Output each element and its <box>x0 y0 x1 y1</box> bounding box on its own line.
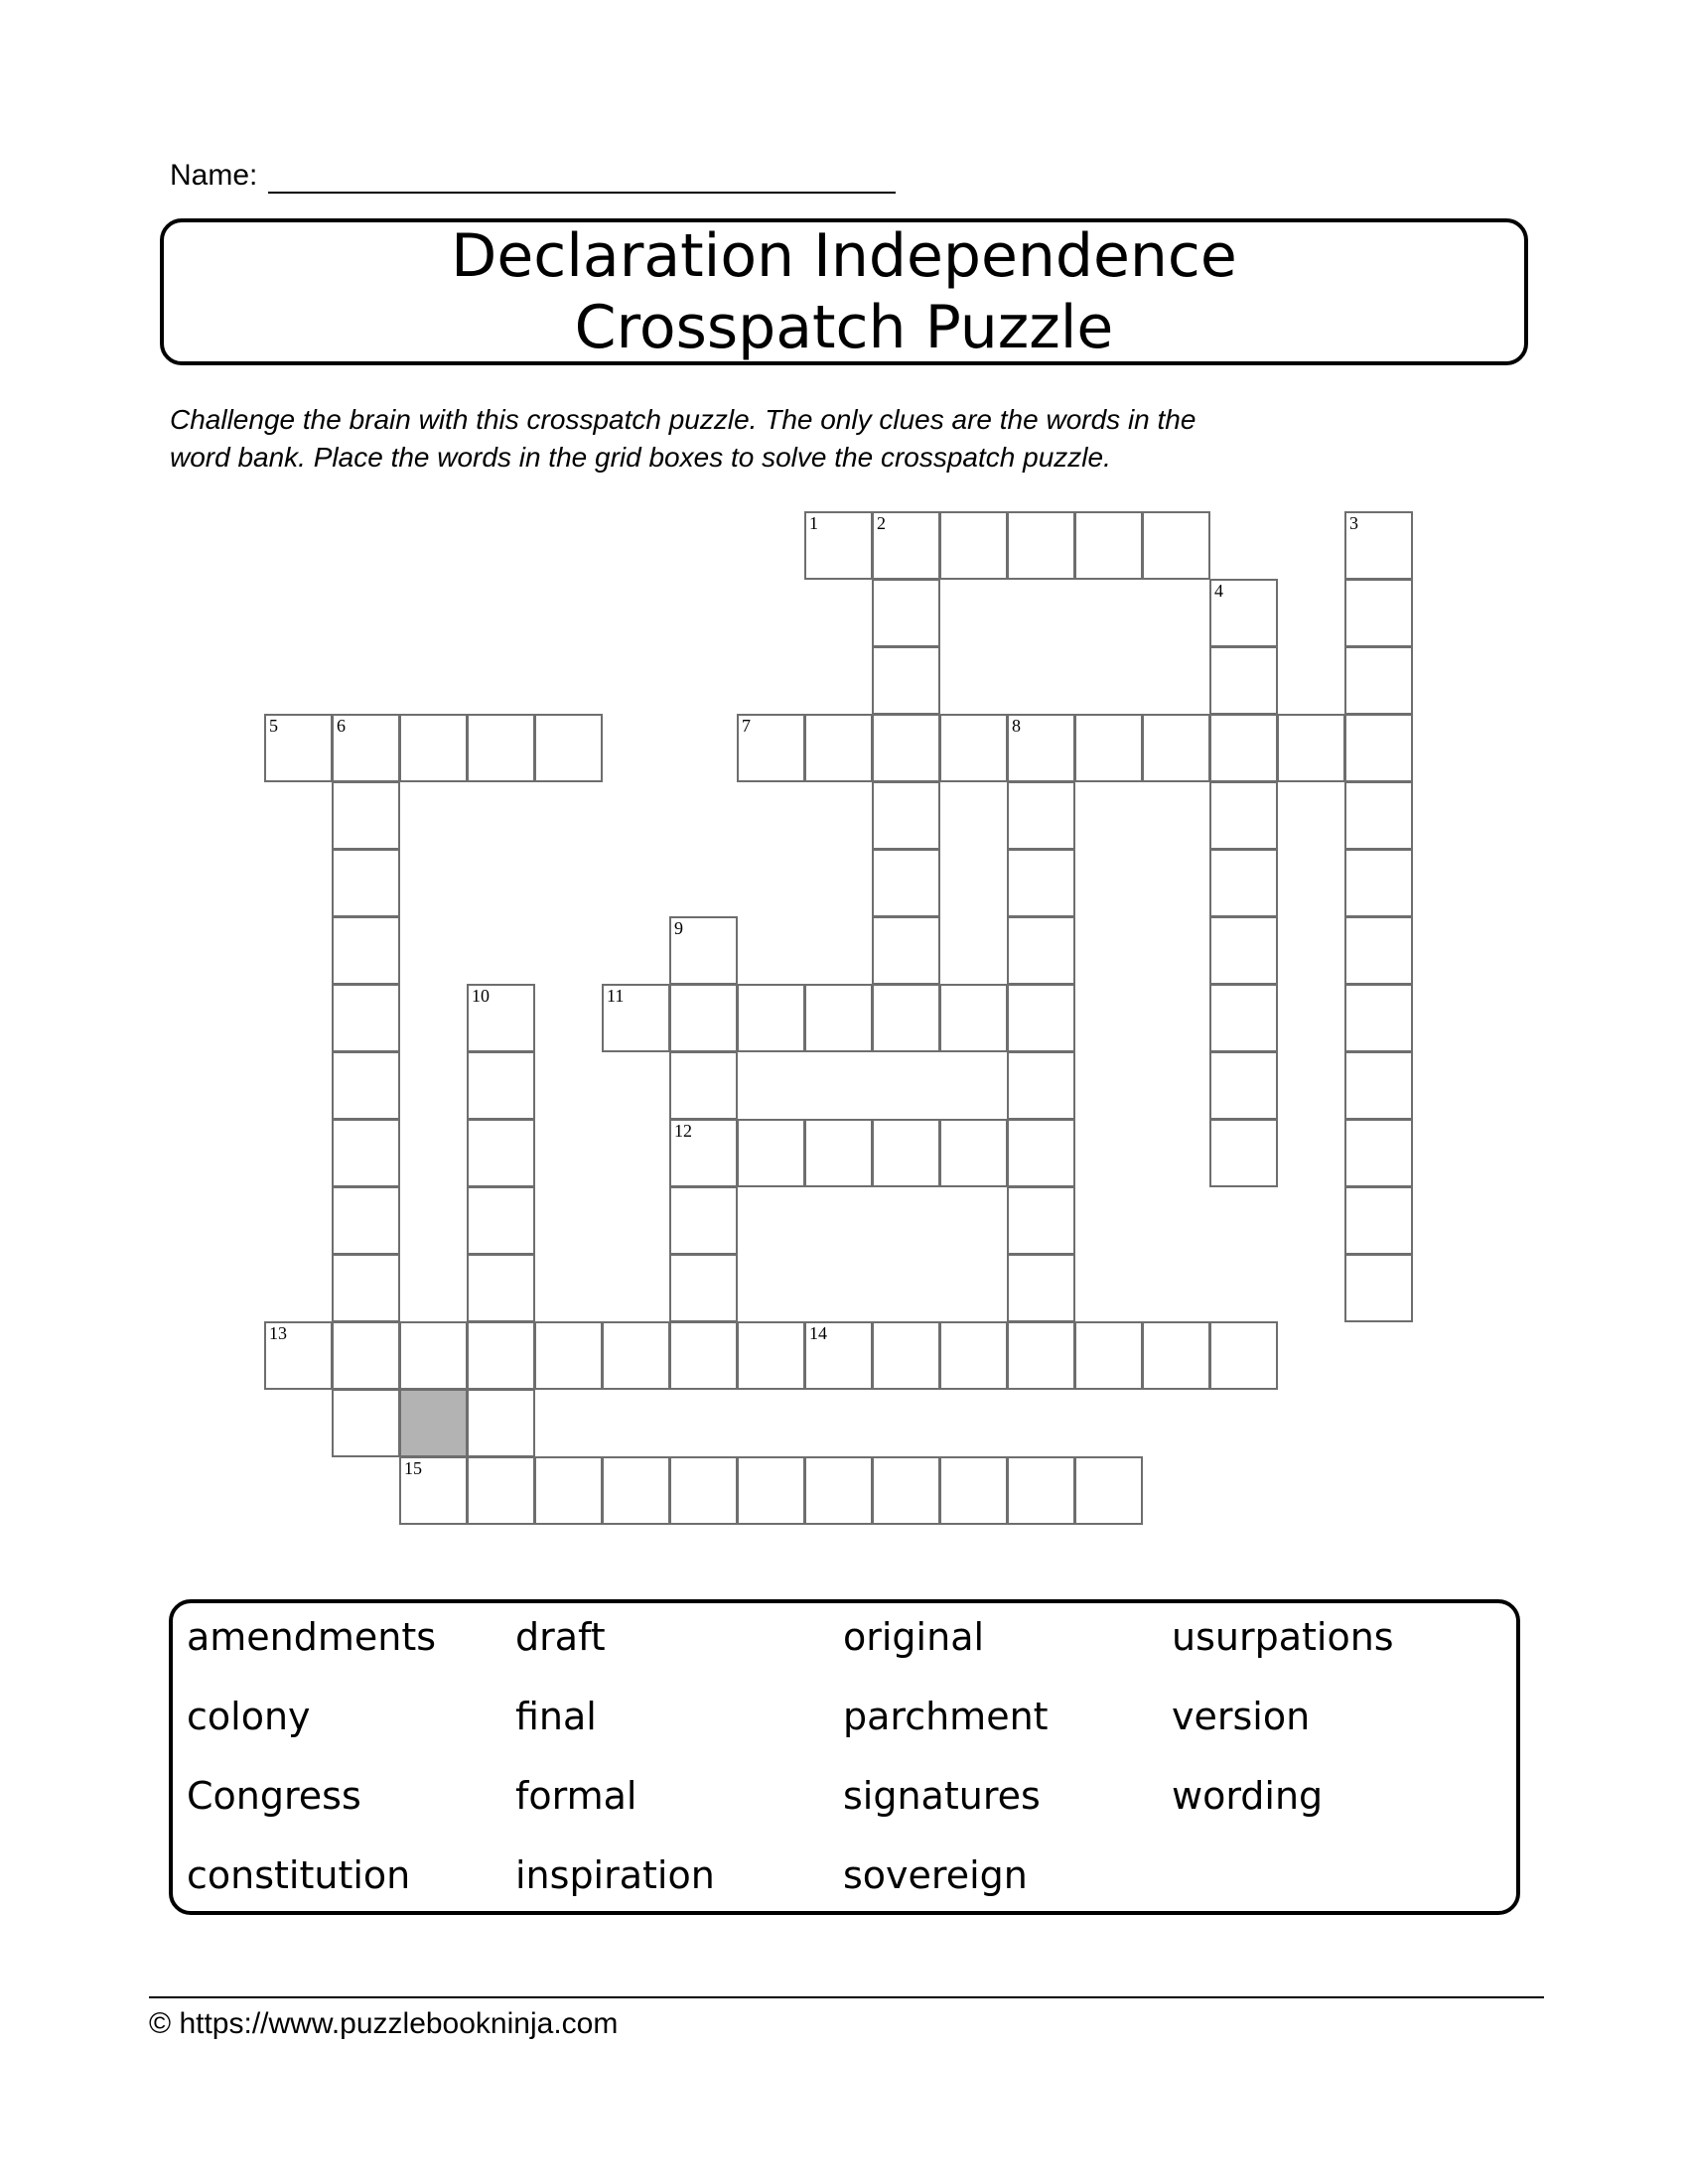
grid-cell[interactable] <box>669 916 738 985</box>
grid-cell[interactable] <box>669 1186 738 1255</box>
grid-cell[interactable] <box>332 714 400 782</box>
name-label: Name: <box>170 159 258 192</box>
grid-cell[interactable] <box>872 781 940 850</box>
grid-cell[interactable] <box>804 1456 873 1525</box>
grid-cell[interactable] <box>534 714 603 782</box>
grid-cell[interactable] <box>737 1321 805 1390</box>
grid-cell[interactable] <box>1007 714 1075 782</box>
grid-cell[interactable] <box>939 1456 1008 1525</box>
word-bank-item: signatures <box>843 1774 1041 1818</box>
grid-cell[interactable] <box>872 714 940 782</box>
grid-cell[interactable] <box>467 1051 535 1120</box>
clue-number: 10 <box>472 986 490 1006</box>
grid-cell[interactable] <box>804 1119 873 1187</box>
grid-cell[interactable] <box>332 1186 400 1255</box>
grid-cell[interactable] <box>332 1321 400 1390</box>
grid-cell[interactable] <box>602 984 670 1052</box>
grid-cell[interactable] <box>332 1051 400 1120</box>
grid-cell[interactable] <box>332 984 400 1052</box>
title-line-1: Declaration Independence <box>451 221 1237 291</box>
grid-cell[interactable] <box>737 1119 805 1187</box>
grid-cell[interactable] <box>1344 781 1413 850</box>
grid-cell[interactable] <box>1344 579 1413 647</box>
grid-cell[interactable] <box>804 1321 873 1390</box>
grid-cell[interactable] <box>1007 511 1075 580</box>
grid-cell[interactable] <box>1209 1119 1278 1187</box>
grid-cell[interactable] <box>399 1456 468 1525</box>
word-bank-item: usurpations <box>1172 1615 1394 1659</box>
grid-cell[interactable] <box>332 916 400 985</box>
grid-cell[interactable] <box>872 579 940 647</box>
grid-cell[interactable] <box>872 1119 940 1187</box>
grid-cell[interactable] <box>1209 849 1278 917</box>
grid-cell[interactable] <box>1074 511 1143 580</box>
grid-cell[interactable] <box>1007 1051 1075 1120</box>
clue-number: 12 <box>674 1121 692 1141</box>
grid-cell[interactable] <box>1007 1456 1075 1525</box>
instructions-line-2: word bank. Place the words in the grid boxes to solve the crosspatch puzzle. <box>170 442 1111 473</box>
grid-cell[interactable] <box>467 1119 535 1187</box>
grid-cell[interactable] <box>1209 646 1278 715</box>
grid-cell[interactable] <box>467 1321 535 1390</box>
clue-number: 6 <box>337 716 346 736</box>
grid-cell[interactable] <box>1344 511 1413 580</box>
footer-divider <box>149 1996 1544 1998</box>
grid-cell[interactable] <box>872 1321 940 1390</box>
instructions-line-1: Challenge the brain with this crosspatch puzzle. The only clues are the words in the <box>170 404 1196 435</box>
grid-cell[interactable] <box>737 984 805 1052</box>
grid-cell[interactable] <box>1344 1254 1413 1322</box>
grid-cell[interactable] <box>737 714 805 782</box>
grid-cell[interactable] <box>872 646 940 715</box>
clue-number: 11 <box>607 986 625 1006</box>
grid-cell[interactable] <box>939 984 1008 1052</box>
grid-cell[interactable] <box>1142 714 1210 782</box>
grid-cell[interactable] <box>1344 1119 1413 1187</box>
grid-cell[interactable] <box>669 984 738 1052</box>
grid-cell[interactable] <box>1277 714 1345 782</box>
clue-number: 13 <box>269 1323 287 1343</box>
grid-cell[interactable] <box>1007 1186 1075 1255</box>
grid-cell[interactable] <box>332 1254 400 1322</box>
word-bank-item: parchment <box>843 1695 1049 1738</box>
grid-cell[interactable] <box>467 1456 535 1525</box>
grid-cell[interactable] <box>1344 916 1413 985</box>
title-line-2: Crosspatch Puzzle <box>574 293 1114 362</box>
clue-number: 9 <box>674 918 683 938</box>
word-bank-item: final <box>515 1695 597 1738</box>
grid-cell[interactable] <box>1007 984 1075 1052</box>
grid-cell[interactable] <box>1074 714 1143 782</box>
grid-cell[interactable] <box>939 1119 1008 1187</box>
word-bank-item: formal <box>515 1774 637 1818</box>
grid-cell[interactable] <box>1007 1119 1075 1187</box>
grid-cell[interactable] <box>467 1254 535 1322</box>
grid-cell[interactable] <box>804 511 873 580</box>
grid-cell[interactable] <box>1007 781 1075 850</box>
grid-cell[interactable] <box>1209 714 1278 782</box>
grid-cell[interactable] <box>264 714 333 782</box>
grid-cell[interactable] <box>534 1456 603 1525</box>
grid-cell[interactable] <box>467 714 535 782</box>
grid-cell[interactable] <box>804 714 873 782</box>
word-bank-item: draft <box>515 1615 606 1659</box>
grid-cell[interactable] <box>1344 646 1413 715</box>
grid-cell[interactable] <box>1209 1051 1278 1120</box>
clue-number: 4 <box>1214 581 1223 601</box>
grid-cell[interactable] <box>467 1389 535 1457</box>
grid-cell[interactable] <box>737 1456 805 1525</box>
grid-cell[interactable] <box>1209 1321 1278 1390</box>
grid-cell[interactable] <box>1344 1186 1413 1255</box>
grid-cell[interactable] <box>332 781 400 850</box>
word-bank-item: amendments <box>187 1615 437 1659</box>
grid-cell[interactable] <box>1344 849 1413 917</box>
word-bank-item: sovereign <box>843 1853 1028 1897</box>
grid-cell[interactable] <box>1209 916 1278 985</box>
grid-cell[interactable] <box>332 849 400 917</box>
grid-cell[interactable] <box>939 1321 1008 1390</box>
clue-number: 15 <box>404 1458 422 1478</box>
grid-cell[interactable] <box>1007 1254 1075 1322</box>
grid-cell[interactable] <box>264 1321 333 1390</box>
grid-cell[interactable] <box>669 1456 738 1525</box>
grid-cell[interactable] <box>1209 984 1278 1052</box>
grid-cell[interactable] <box>1344 714 1413 782</box>
grid-cell[interactable] <box>1074 1456 1143 1525</box>
word-bank <box>169 1599 1520 1915</box>
grid-cell[interactable] <box>1209 579 1278 647</box>
grid-cell[interactable] <box>1142 511 1210 580</box>
grid-cell[interactable] <box>332 1389 400 1457</box>
grid-cell[interactable] <box>1007 849 1075 917</box>
word-bank-item: original <box>843 1615 985 1659</box>
grid-cell[interactable] <box>602 1321 670 1390</box>
word-bank-item: constitution <box>187 1853 411 1897</box>
clue-number: 5 <box>269 716 278 736</box>
grid-cell[interactable] <box>1074 1321 1143 1390</box>
clue-number: 2 <box>877 513 886 533</box>
clue-number: 1 <box>809 513 818 533</box>
grid-cell[interactable] <box>669 1321 738 1390</box>
grid-cell[interactable] <box>534 1321 603 1390</box>
grid-cell[interactable] <box>872 916 940 985</box>
grid-cell[interactable] <box>669 1119 738 1187</box>
clue-number: 7 <box>742 716 751 736</box>
clue-number: 3 <box>1349 513 1358 533</box>
grid-cell[interactable] <box>399 1321 468 1390</box>
word-bank-item: colony <box>187 1695 311 1738</box>
word-bank-item: Congress <box>187 1774 361 1818</box>
word-bank-item: version <box>1172 1695 1311 1738</box>
grid-cell[interactable] <box>332 1119 400 1187</box>
grid-cell[interactable] <box>804 984 873 1052</box>
grid-cell[interactable] <box>467 1186 535 1255</box>
grid-cell[interactable] <box>872 984 940 1052</box>
grid-cell[interactable] <box>602 1456 670 1525</box>
grid-cell[interactable] <box>1142 1321 1210 1390</box>
grid-cell[interactable] <box>399 714 468 782</box>
grid-cell[interactable] <box>1344 1051 1413 1120</box>
grid-cell[interactable] <box>939 714 1008 782</box>
grid-cell[interactable] <box>1007 916 1075 985</box>
grid-cell[interactable] <box>1007 1321 1075 1390</box>
grid-cell[interactable] <box>669 1051 738 1120</box>
grid-cell[interactable] <box>872 849 940 917</box>
shaded-cell <box>399 1389 468 1457</box>
word-bank-item: wording <box>1172 1774 1324 1818</box>
grid-cell[interactable] <box>669 1254 738 1322</box>
grid-cell[interactable] <box>467 984 535 1052</box>
grid-cell[interactable] <box>939 511 1008 580</box>
clue-number: 8 <box>1012 716 1021 736</box>
word-bank-item: inspiration <box>515 1853 715 1897</box>
clue-number: 14 <box>809 1323 827 1343</box>
grid-cell[interactable] <box>872 1456 940 1525</box>
grid-cell[interactable] <box>872 511 940 580</box>
grid-cell[interactable] <box>1209 781 1278 850</box>
grid-cell[interactable] <box>1344 984 1413 1052</box>
footer-copyright: © https://www.puzzlebookninja.com <box>149 2007 619 2040</box>
